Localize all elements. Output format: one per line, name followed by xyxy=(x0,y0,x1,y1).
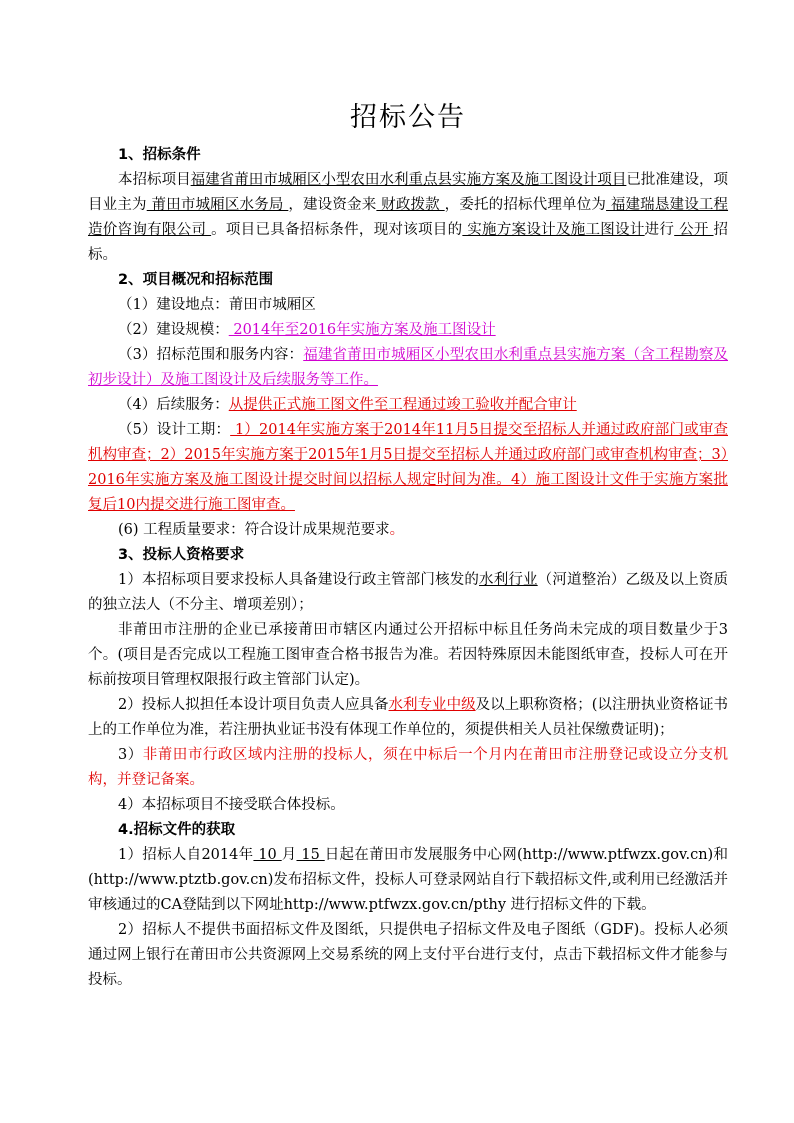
text: 。项目已具备招标条件，现对该项目的 xyxy=(211,222,463,238)
section-1-paragraph xyxy=(88,168,728,268)
section-3-heading: 3、投标人资格要求 xyxy=(118,547,245,563)
text: 3） xyxy=(118,747,143,763)
text: 进行 xyxy=(644,222,675,238)
text: 及以上职称资格；(以注册执业资格证书上的工作单位为准，若注册执业证书没有体现工作单位的，须提供相关人员社保缴费证明)； xyxy=(88,697,729,738)
text: 1）本招标项目要求投标人具备建设行政主管部门核发的 xyxy=(118,572,480,588)
label: （5）设计工期： xyxy=(118,422,231,438)
section-2-heading: 2、项目概况和招标范围 xyxy=(118,272,274,288)
scale-value: 2014年至2016年实施方案及施工图设计 xyxy=(228,322,496,338)
agent-name: 福建瑞恳建设工程造价咨询有限公司 xyxy=(88,197,729,238)
text: 日起在莆田市发展服务中心网(http://www.ptfwzx.gov.cn)和 (http://www.ptztb.gov.cn)发布招标文件，投标人可登录网站自行下载招标文件,或利用已经激活并审核通过的CA登陆到以下网址http://www.ptfwzx.gov.cn/pthy 进行招标文件的下载。 xyxy=(88,847,728,913)
label: （4）后续服务： xyxy=(118,397,229,413)
label: （2）建设规模： xyxy=(118,322,229,338)
label: （3）招标范围和服务内容： xyxy=(118,347,304,363)
bid-scope: 实施方案设计及施工图设计 xyxy=(462,222,645,238)
qualification-4: 4）本招标项目不接受联合体投标。 xyxy=(118,797,345,813)
quality-requirement xyxy=(88,518,728,543)
owner-name: 莆田市城厢区水务局 xyxy=(146,197,289,213)
range-value: 福建省莆田市城厢区小型农田水利重点县实施方案（含工程勘察及初步设计）及施工图设计及后续服务等工作。 xyxy=(88,347,728,388)
text: 月 xyxy=(281,847,297,863)
text: ，委托的招标代理单位为 xyxy=(444,197,607,213)
section-4-heading: 4.招标文件的获取 xyxy=(118,822,236,838)
text: 1）招标人自2014年 xyxy=(118,847,254,863)
text: 本招标项目 xyxy=(118,172,191,188)
text: ，建设资金来 xyxy=(288,197,377,213)
funding-source: 财政拨款 xyxy=(376,197,445,213)
follow-value: 从提供正式施工图文件至工程通过竣工验收并配合审计 xyxy=(228,397,577,413)
text: (6) 工程质量要求：符合设计成果规范要求 xyxy=(118,522,390,538)
document-body xyxy=(88,143,728,993)
page-title: 招标公告 xyxy=(350,102,466,133)
construction-location: （1）建设地点：莆田市城厢区 xyxy=(118,297,316,313)
text: （河道整治）乙级及以上资质的独立法人（不分主、增项差别）； xyxy=(88,572,729,613)
construction-scale xyxy=(88,318,728,343)
text: 招标。 xyxy=(88,222,729,263)
period-value: 1）2014年实施方案于2014年11月5日提交至招标人并通过政府部门或审查机构审查；2）2015年实施方案于2015年1月5日提交至招标人并通过政府部门或审查机构审查；3）2016年实施方案及施工图设计提交时间以招标人规定时间为准。4）施工图设计文件于实施方案批复后10内提交进行施工图审查。 xyxy=(88,422,728,513)
text: 。 xyxy=(389,522,405,538)
qualification-2 xyxy=(88,693,728,743)
qualification-3 xyxy=(88,743,728,793)
qualification-note: 非莆田市注册的企业已承接莆田市辖区内通过公开招标中标且任务尚未完成的项目数量少于3个。(项目是否完成以工程施工图审查合格书报告为准。若因特殊原因未能图纸审查，投标人可在开标前按项目管理权限报行政主管部门认定)。 xyxy=(88,622,728,688)
document-access-2: 2）招标人不提供书面招标文件及图纸，只提供电子招标文件及电子图纸（GDF)。投标人必须通过网上银行在莆田市公共资源网上交易系统的网上支付平台进行支付，点击下载招标文件才能参与投标。 xyxy=(88,922,728,988)
bid-range xyxy=(88,343,728,393)
bid-method: 公开 xyxy=(674,222,714,238)
follow-up-service xyxy=(88,393,728,418)
day: 15 xyxy=(296,847,325,863)
text: 2）投标人拟担任本设计项目负责人应具备 xyxy=(118,697,389,713)
qualification-1 xyxy=(88,568,728,618)
title-level: 水利专业中级 xyxy=(388,697,476,713)
document-access-1 xyxy=(88,843,728,918)
text: 非莆田市行政区域内注册的投标人，须在中标后一个月内在莆田市注册登记或设立分支机构，并登记备案。 xyxy=(88,747,728,788)
month: 10 xyxy=(253,847,282,863)
design-period xyxy=(88,418,728,518)
industry: 水利行业 xyxy=(479,572,538,588)
text: 已批准建设，项目业主为 xyxy=(88,172,729,213)
section-1-heading: 1、招标条件 xyxy=(118,147,201,163)
project-name: 福建省莆田市城厢区小型农田水利重点县实施方案及施工图设计项目 xyxy=(190,172,627,188)
